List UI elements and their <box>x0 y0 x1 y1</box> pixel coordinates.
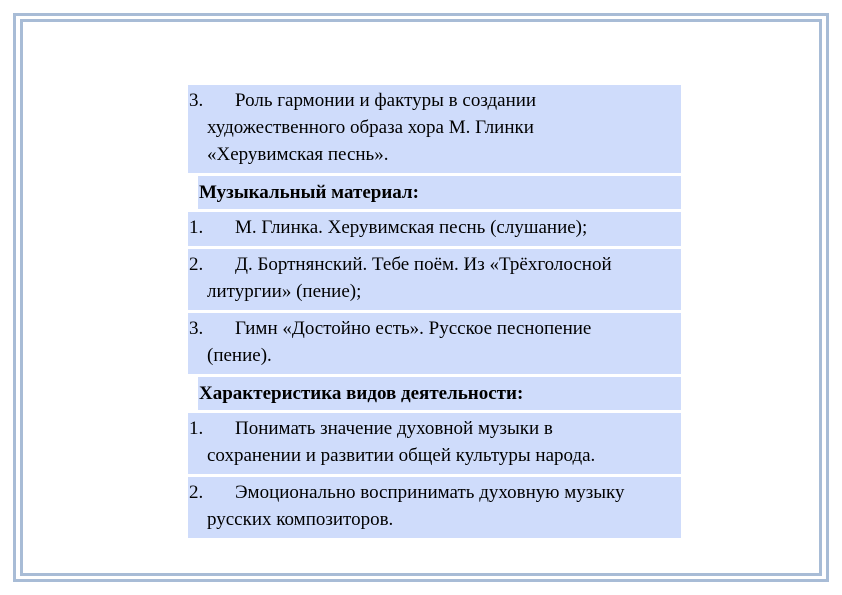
item-text: «Херувимская песнь». <box>207 144 389 165</box>
list-item <box>188 249 681 310</box>
item-number: 1. <box>189 418 204 439</box>
item-number: 3. <box>189 318 204 339</box>
list-item <box>188 477 681 538</box>
item-text: Эмоционально воспринимать духовную музыку <box>235 482 625 503</box>
list-item <box>188 85 681 173</box>
item-text: литургии» (пение); <box>207 281 362 302</box>
list-item <box>188 413 681 474</box>
item-number: 2. <box>189 482 204 503</box>
item-text: Роль гармонии и фактуры в создании <box>235 90 537 111</box>
item-text: Понимать значение духовной музыки в <box>235 418 553 439</box>
item-text: (пение). <box>207 345 272 366</box>
activity-heading: Характеристика видов деятельности: <box>198 377 681 410</box>
item-text: сохранении и развитии общей культуры народа. <box>207 445 596 466</box>
list-item <box>188 212 681 246</box>
item-text: М. Глинка. Херувимская песнь (слушание); <box>235 217 588 238</box>
music-material-heading: Музыкальный материал: <box>198 176 681 209</box>
item-number: 3. <box>189 90 204 111</box>
item-text: русских композиторов. <box>207 509 394 530</box>
slide-content <box>188 85 681 541</box>
item-number: 2. <box>189 254 204 275</box>
item-number: 1. <box>189 217 204 238</box>
item-text: художественного образа хора М. Глинки <box>207 117 534 138</box>
list-item <box>188 313 681 374</box>
item-text: Гимн «Достойно есть». Русское песнопение <box>235 318 592 339</box>
item-text: Д. Бортнянский. Тебе поём. Из «Трёхголосной <box>235 254 612 275</box>
